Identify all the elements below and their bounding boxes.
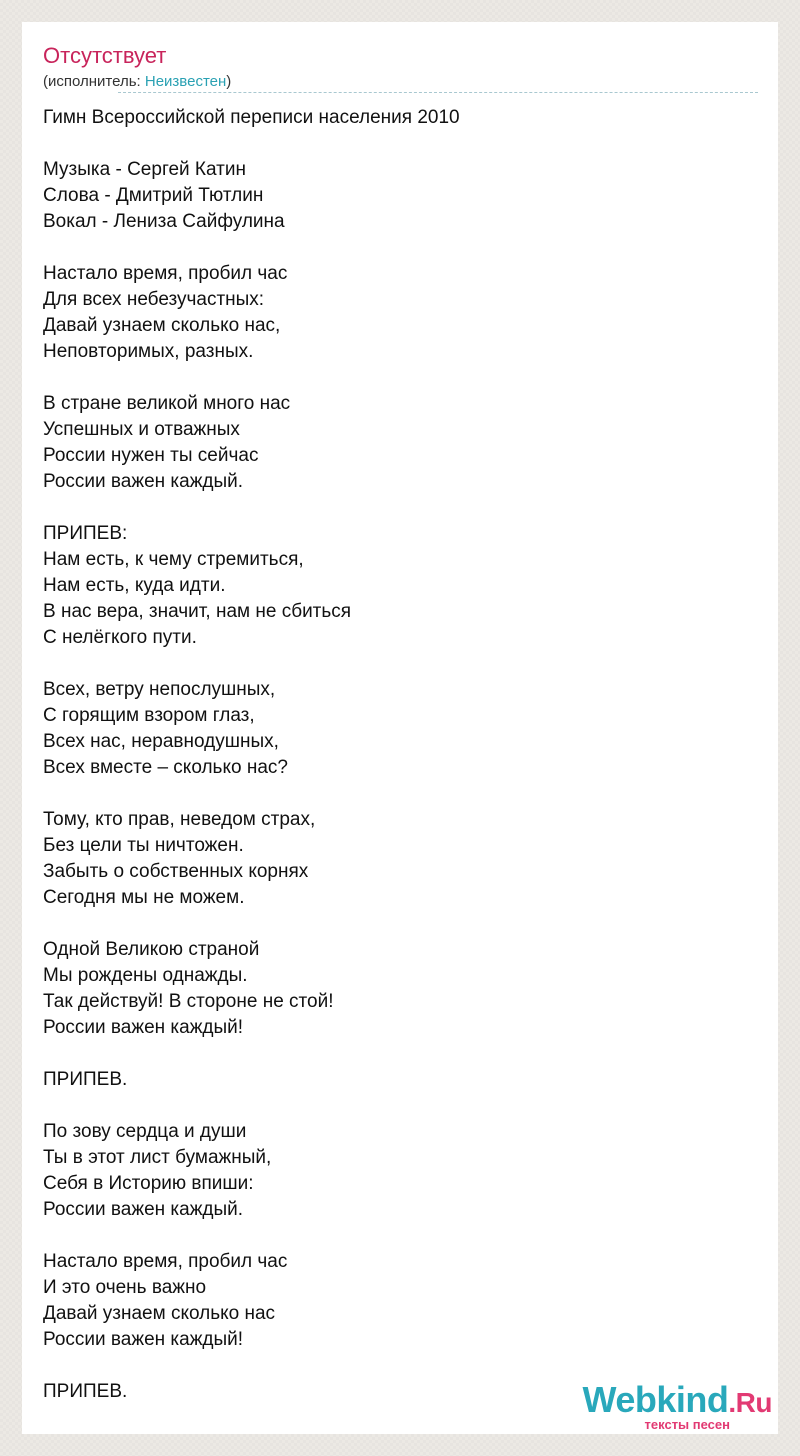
logo-tagline: тексты песен bbox=[644, 1417, 730, 1432]
artist-line bbox=[43, 72, 231, 92]
artist-prefix: (исполнитель: bbox=[43, 73, 145, 90]
song-title: Отсутствует bbox=[43, 43, 167, 68]
logo-domain: .Ru bbox=[728, 1387, 772, 1418]
site-logo[interactable] bbox=[572, 1380, 772, 1436]
artist-link[interactable]: Неизвестен bbox=[144, 73, 227, 90]
logo-name: Webkind bbox=[582, 1379, 729, 1420]
artist-suffix: ) bbox=[226, 73, 232, 90]
title-divider bbox=[118, 92, 758, 93]
lyrics-text: Гимн Всероссийской переписи населения 2010 Музыка - Сергей Катин Слова - Дмитрий Тютлин Вокал - Лениза Сайфулина Настало время, пробил час Для всех небезучастных: Давай узнаем сколько нас, Неповторимых, разных. В стране великой много нас Успешных и отважных России нужен ты сейчас России важен каждый. ПРИПЕВ: Нам есть, к чему стремиться, Нам есть, куда идти. В нас вера, значит, нам не сбиться С нелёгкого пути. Всех, ветру непослушных, С горящим взором глаз, Всех нас, неравнодушных, Всех вместе – сколько нас? Тому, кто прав, неведом страх, Без цели ты ничтожен. Забыть о собственных корнях Сегодня мы не можем. Одной Великою страной Мы рождены однажды. Так действуй! В стороне не стой! России важен каждый! ПРИПЕВ. По зову сердца и души Ты в этот лист бумажный, Себя в Историю впиши: России важен каждый. Настало время, пробил час И это очень важно Давай узнаем сколько нас России важен каждый! ПРИПЕВ. bbox=[43, 107, 460, 1402]
lyrics-sheet bbox=[22, 22, 778, 1434]
